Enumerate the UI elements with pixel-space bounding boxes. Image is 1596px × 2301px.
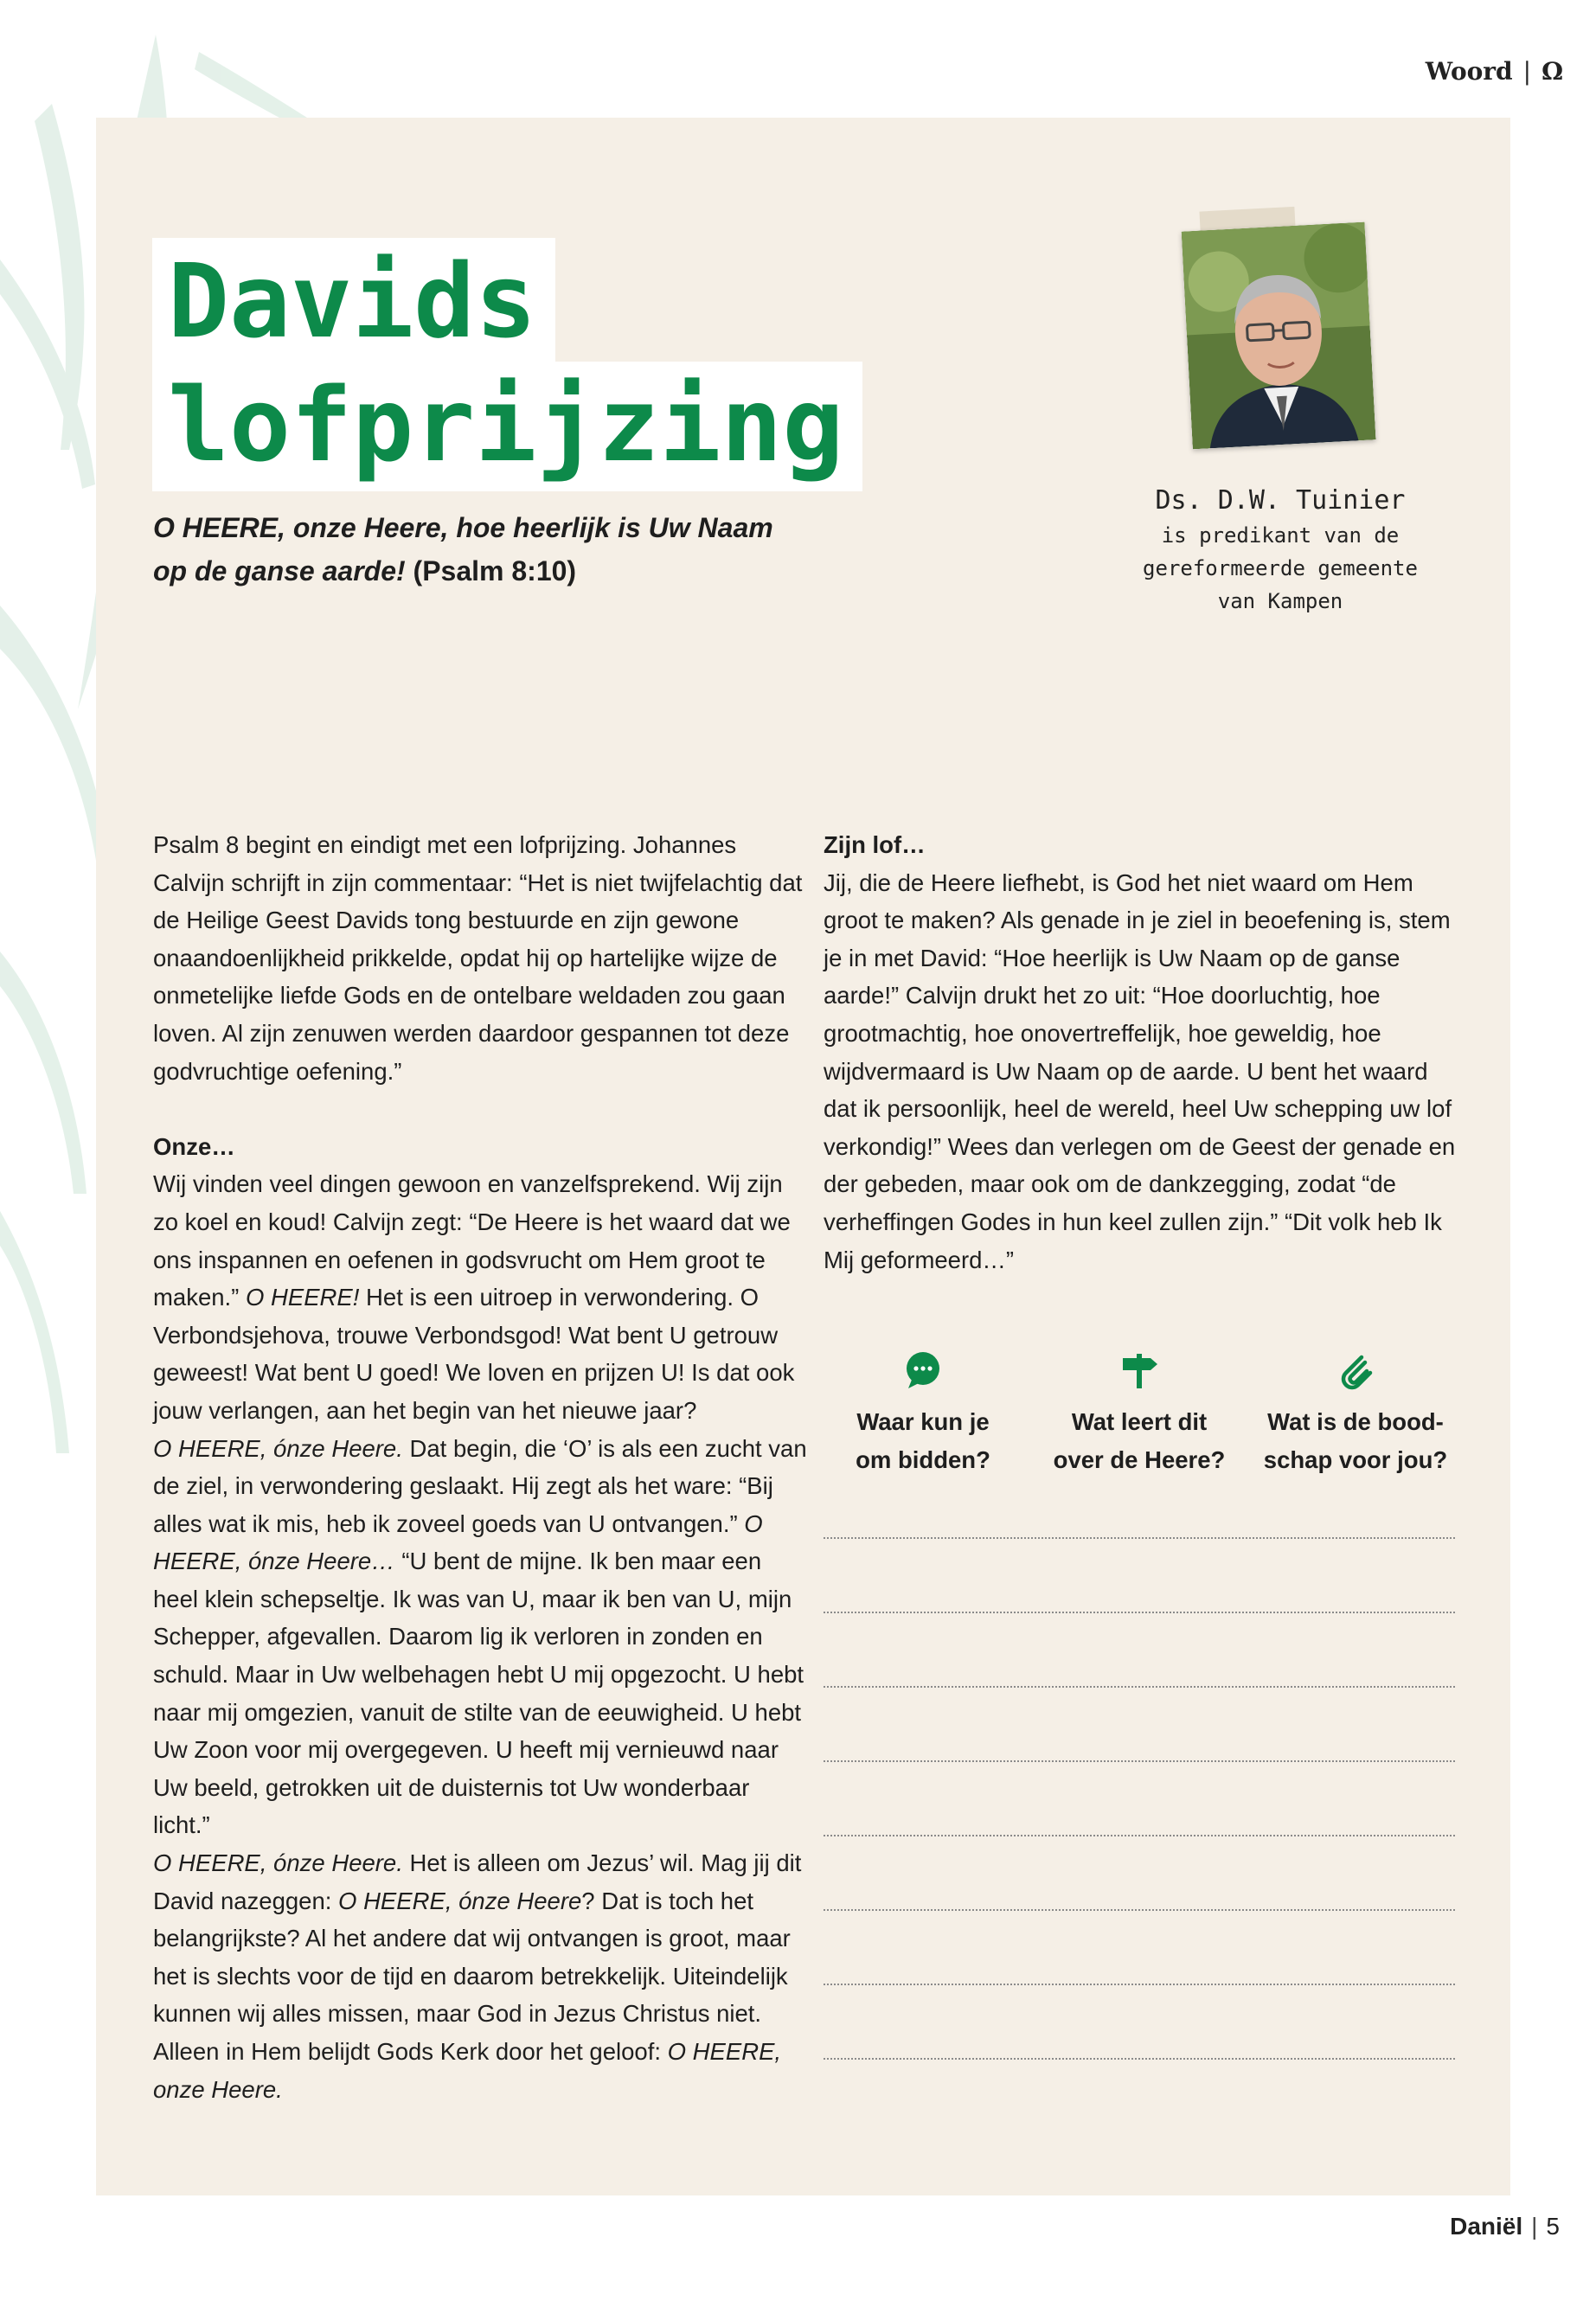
answer-line[interactable] bbox=[824, 1537, 1455, 1539]
author-name: Ds. D.W. Tuinier bbox=[1155, 485, 1406, 516]
author-caption bbox=[1099, 483, 1462, 618]
answer-line[interactable] bbox=[824, 1835, 1455, 1836]
intro-quote-reference: (Psalm 8:10) bbox=[413, 555, 577, 586]
answer-line[interactable] bbox=[824, 1686, 1455, 1688]
emphasis-text: O HEERE, ónze Heere… bbox=[153, 1509, 763, 1575]
paperclip-icon bbox=[1256, 1349, 1455, 1391]
body-text: “U bent de mijne. Ik ben maar een heel klein schepseltje. Ik was van U, maar ik ben van U, mijn Schepper, afgevallen. Daarom lig ik verloren in zonden en schuld. Maar in Uw welbehagen hebt U mij opgezocht. U hebt naar mij omgezien, vanuit de stilte van de eeuwigheid. U hebt Uw Zoon voor mij overgegeven. U heeft mij vernieuwd naar Uw beeld, getrokken uit de duisternis tot Uw wonderbaar licht.” bbox=[153, 1548, 804, 1839]
intro-quote bbox=[153, 506, 776, 593]
question-prayer bbox=[824, 1349, 1022, 1478]
page-number: 5 bbox=[1546, 2213, 1560, 2240]
emphasis-text: O HEERE, onze Heere. bbox=[153, 2038, 782, 2103]
section-heading-onze: Onze… bbox=[153, 1132, 235, 1160]
answer-lines bbox=[824, 1537, 1455, 2132]
emphasis-text: O HEERE, ónze Heere. bbox=[153, 1434, 403, 1462]
body-paragraph bbox=[153, 1430, 811, 1845]
author-role-line-3: van Kampen bbox=[1217, 589, 1343, 613]
body-text: Het is een uitroep in verwondering. O Verbondsjehova, trouwe Verbondsgod! Wat bent U getrouw geweest! Wat bent U goed! We loven en prijzen U! Is dat ook jouw verlangen, aan het begin van het nieuwe jaar? bbox=[153, 1284, 795, 1424]
body-paragraph bbox=[153, 1165, 811, 1429]
emphasis-text: O HEERE! bbox=[245, 1284, 360, 1311]
speech-bubble-icon bbox=[824, 1349, 1022, 1391]
article-title-line-1: Davids bbox=[152, 238, 555, 368]
author-role-line-1: is predikant van de bbox=[1161, 523, 1400, 548]
answer-line[interactable] bbox=[824, 1984, 1455, 1985]
body-text: ? Dat is toch het belangrijkste? Al het andere dat wij ontvangen is groot, maar het is slechts voor de tijd en daarom betrekkelijk. Uiteindelijk kunnen wij alles missen, maar God in Jezus Christus niet. Alleen in Hem belijdt Gods Kerk door het geloof: bbox=[153, 1887, 791, 2065]
page-footer bbox=[1450, 2213, 1560, 2240]
body-text: Wij vinden veel dingen gewoon en vanzelfsprekend. Wij zijn zo koel en koud! Calvijn zegt: “De Heere is het waard dat we ons inspannen en oefenen in godsvrucht om Hem groot te maken.” bbox=[153, 1170, 791, 1311]
reflection-questions bbox=[824, 1349, 1455, 1478]
section-heading-zijn-lof: Zijn lof… bbox=[824, 831, 926, 858]
right-column bbox=[824, 826, 1464, 1279]
answer-line[interactable] bbox=[824, 1909, 1455, 1911]
divider: | bbox=[1522, 57, 1532, 86]
omega-icon: Ω bbox=[1542, 57, 1563, 86]
magazine-name: Daniël bbox=[1450, 2213, 1523, 2240]
author-photo bbox=[1182, 222, 1376, 450]
answer-line[interactable] bbox=[824, 1760, 1455, 1762]
section-tag bbox=[1426, 57, 1563, 86]
emphasis-text: O HEERE, ónze Heere bbox=[338, 1887, 582, 1914]
body-paragraph: Jij, die de Heere liefhebt, is God het niet waard om Hem groot te maken? Als genade in je ziel in beoefening is, stem je in met David: “Hoe heerlijk is Uw Naam op de ganse aarde!” Calvijn drukt het zo uit: “Hoe doorluchtig, hoe grootmachtig, hoe onovertreffelijk, hoe geweldig, hoe wijdvermaard is Uw Naam op de aarde. U bent het waard dat ik persoonlijk, heel de wereld, heel Uw schepping uw lof verkondig!” Wees dan verlegen om de Geest der genade en der gebeden, maar ook om de dankzegging, zodat “de verheffingen Godes in hun keel zullen zijn.” “Dit volk heb Ik Mij geformeerd…” bbox=[824, 868, 1456, 1273]
answer-line[interactable] bbox=[824, 1612, 1455, 1613]
section-label: Woord bbox=[1425, 57, 1513, 86]
body-text: Het is alleen om Jezus’ wil. Mag jij dit David nazeggen: bbox=[153, 1849, 802, 1914]
divider: | bbox=[1531, 2213, 1538, 2240]
body-paragraph: Psalm 8 begint en eindigt met een lofprijzing. Johannes Calvijn schrijft in zijn commentaar: “Het is niet twijfelachtig dat de Heilige Geest Davids tong bestuurde en zijn gewone onaandoenlijkheid prikkelde, opdat hij op hartelijke wijze de onmetelijke liefde Gods en de ontelbare weldaden zou gaan loven. Al zijn zenuwen werden daardoor gespannen tot deze godvruchtige oefening.” bbox=[153, 831, 803, 1085]
emphasis-text: O HEERE, ónze Heere. bbox=[153, 1849, 403, 1877]
question-label: Wat is de bood- schap voor jou? bbox=[1263, 1408, 1448, 1473]
author-photo-frame bbox=[1181, 214, 1376, 455]
question-label: Waar kun je om bidden? bbox=[856, 1408, 990, 1473]
question-lord bbox=[1040, 1349, 1239, 1478]
question-label: Wat leert dit over de Heere? bbox=[1053, 1408, 1226, 1473]
left-column bbox=[153, 826, 811, 2108]
portrait-image bbox=[1182, 222, 1376, 450]
author-role-line-2: gereformeerde gemeente bbox=[1143, 556, 1418, 580]
signpost-icon bbox=[1040, 1349, 1239, 1391]
intro-quote-text: O HEERE, onze Heere, hoe heerlijk is Uw Naam op de ganse aarde! bbox=[153, 512, 773, 586]
article-title-line-2: lofprijzing bbox=[152, 362, 862, 491]
answer-line[interactable] bbox=[824, 2058, 1455, 2060]
question-message bbox=[1256, 1349, 1455, 1478]
body-paragraph bbox=[153, 1844, 811, 2108]
body-text: Dat begin, die ‘O’ is als een zucht van de ziel, in verwondering geslaakt. Hij zegt als het ware: “Bij alles wat ik mis, heb ik zoveel goeds van U ontvangen.” bbox=[153, 1434, 807, 1537]
